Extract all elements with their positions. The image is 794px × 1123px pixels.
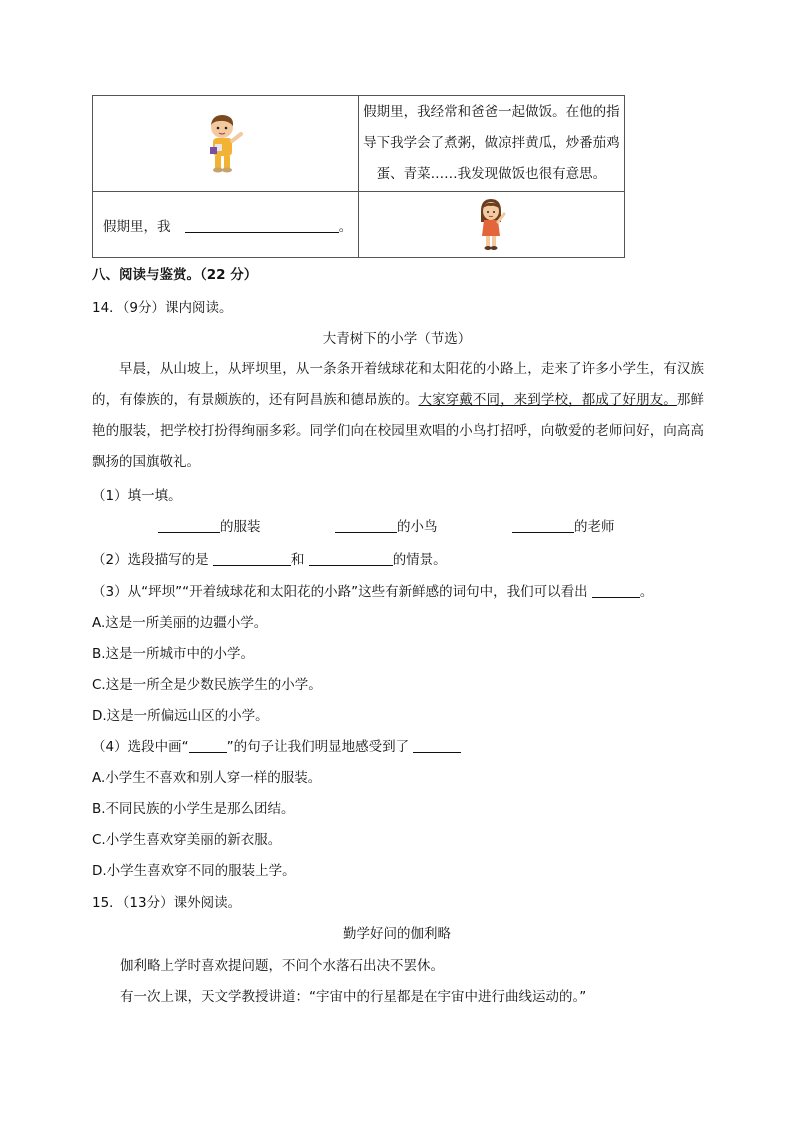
sub3-option-c[interactable]: C.这是一所全是少数民族学生的小学。	[92, 677, 322, 693]
sub3-option-a[interactable]: A.这是一所美丽的边疆小学。	[92, 615, 268, 631]
q14-header: 14．（9分）课内阅读。	[92, 300, 233, 316]
section-8-title: 八、阅读与鉴赏。（22 分）	[92, 267, 258, 283]
q14-passage	[92, 354, 704, 478]
sub4-text-b: ”的句子让我们明显地感受到了	[226, 739, 410, 755]
sub2-text-c: 的情景。	[392, 552, 447, 568]
q14-sub4	[92, 737, 461, 757]
sub4-blank[interactable]	[413, 738, 461, 753]
q15-passage-title: 勤学好问的伽利略	[343, 926, 451, 942]
sub2-blank-2[interactable]	[309, 551, 393, 566]
fill-item-bird	[335, 517, 438, 537]
sub4-text-a: （4）选段中画“	[92, 739, 189, 755]
fill-item-clothing	[158, 517, 261, 537]
q14-sub2	[92, 550, 447, 570]
answer-blank[interactable]	[185, 218, 339, 233]
sub3-end: 。	[639, 584, 654, 600]
sub4-option-a[interactable]: A.小学生不喜欢和别人穿一样的服装。	[92, 770, 322, 786]
sub3-option-d[interactable]: D.这是一所偏远山区的小学。	[92, 708, 269, 724]
sub3-option-b[interactable]: B.这是一所城市中的小学。	[92, 646, 255, 662]
girl-illustration-cell	[358, 192, 624, 258]
sub3-blank[interactable]	[592, 583, 640, 598]
answer-prompt-prefix: 假期里，我	[103, 218, 171, 235]
passage-underlined-sentence: 大家穿戴不同，来到学校，都成了好朋友。	[418, 392, 677, 408]
fill-blank-1[interactable]	[158, 518, 220, 533]
boy-example-cell	[358, 96, 624, 192]
sub2-blank-1[interactable]	[213, 551, 291, 566]
q14-passage-title: 大青树下的小学（节选）	[322, 331, 472, 347]
fill-label-2: 的小鸟	[397, 519, 438, 535]
girl-illustration	[476, 198, 506, 252]
sub4-option-c[interactable]: C.小学生喜欢穿美丽的新衣服。	[92, 832, 282, 848]
q15-para-1: 伽利略上学时喜欢提问题，不问个水落石出决不罢休。	[120, 958, 444, 974]
sub4-option-d[interactable]: D.小学生喜欢穿不同的服装上学。	[92, 863, 296, 879]
sub4-underline-mark	[189, 738, 227, 753]
fill-blank-2[interactable]	[335, 518, 397, 533]
example-paragraph: 假期里，我经常和爸爸一起做饭。在他的指导下我学会了煮粥，做凉拌黄瓜，炒番茄鸡蛋、青菜……我发现做饭也很有意思。	[363, 104, 620, 182]
fill-item-teacher	[512, 517, 615, 537]
q15-para-2: 有一次上课，天文学教授讲道：“宇宙中的行星都是在宇宙中进行曲线运动的。”	[120, 989, 587, 1005]
q15-header: 15．（13分）课外阅读。	[92, 895, 242, 911]
q14-sub1: （1）填一填。	[92, 488, 182, 504]
sub4-option-b[interactable]: B.不同民族的小学生是那么团结。	[92, 801, 295, 817]
sub3-text: （3）从“坪坝”“开着绒球花和太阳花的小路”这些有新鲜感的词句中，我们可以看出	[92, 584, 588, 600]
fill-label-1: 的服装	[220, 519, 261, 535]
fill-label-3: 的老师	[574, 519, 615, 535]
boy-illustration-cell	[93, 96, 359, 192]
passage-text-after: 那鲜艳的服装，把学校打扮得绚丽多彩。同学们向在校园里欢唱的小鸟打招呼，向敬爱的老师问好，向高高飘扬的国旗敬礼。	[92, 392, 705, 470]
passage-text-before: 早晨，从山坡上，从坪坝里，从一条条开着绒球花和太阳花的小路上，走来了许多小学生，有汉族的，有傣族的，有景颇族的，还有阿昌族和德昂族的。	[92, 361, 704, 408]
boy-cooking-illustration	[202, 113, 248, 175]
sub2-text-b: 和	[290, 552, 305, 568]
writing-task-table	[92, 95, 625, 258]
fill-blank-3[interactable]	[512, 518, 574, 533]
sub2-text-a: （2）选段描写的是	[92, 552, 209, 568]
answer-prompt-suffix: 。	[338, 218, 353, 235]
answer-prompt-cell	[93, 192, 359, 258]
q14-sub3	[92, 582, 653, 602]
